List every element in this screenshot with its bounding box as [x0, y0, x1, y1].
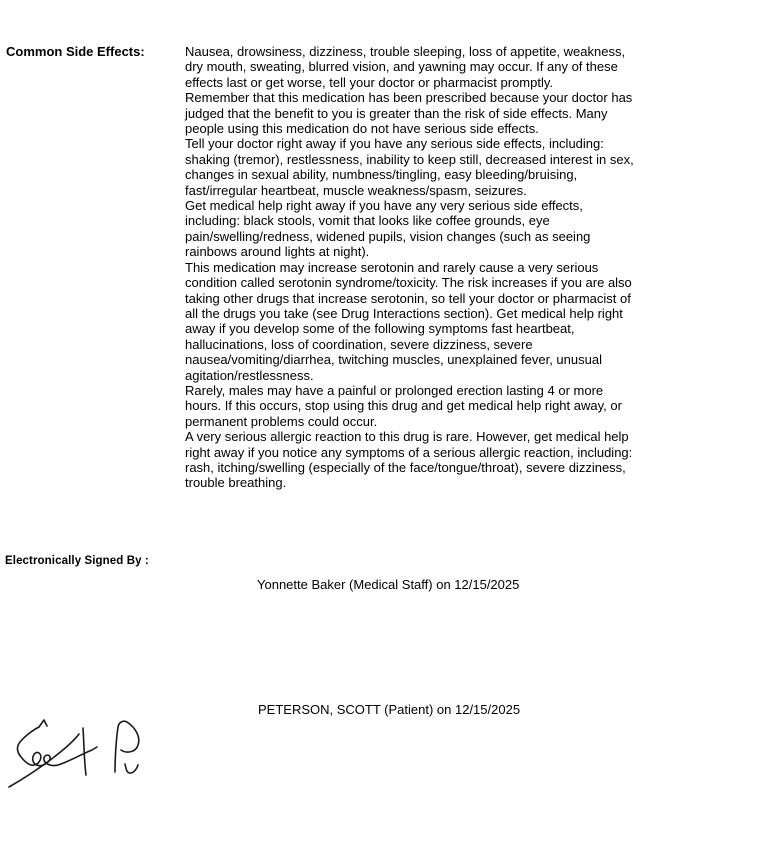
text-line: pain/swelling/redness, widened pupils, vision changes (such as seeing [185, 228, 591, 244]
text-line: right away if you notice any symptoms of a serious allergic reaction, including: [185, 444, 633, 460]
text-line: shaking (tremor), restlessness, inability to keep still, decreased interest in sex, [185, 151, 634, 167]
text-line: permanent problems could occur. [185, 413, 378, 429]
common-side-effects-label: Common Side Effects: [6, 44, 145, 59]
text-line: Rarely, males may have a painful or prolonged erection lasting 4 or more [185, 382, 604, 398]
text-line: all the drugs you take (see Drug Interactions section). Get medical help right [185, 305, 623, 321]
text-line: condition called serotonin syndrome/toxicity. The risk increases if you are also [185, 275, 632, 291]
text-line: Remember that this medication has been prescribed because your doctor has [185, 90, 633, 106]
text-line: trouble breathing. [185, 475, 287, 491]
text-line: rainbows around lights at night). [185, 244, 370, 260]
text-line: hours. If this occurs, stop using this drug and get medical help right away, or [185, 398, 622, 414]
text-line: fast/irregular heartbeat, muscle weakness/spasm, seizures. [185, 182, 527, 198]
text-line: nausea/vomiting/diarrhea, twitching muscles, unexplained fever, unusual [185, 352, 602, 368]
text-line: dry mouth, sweating, blurred vision, and yawning may occur. If any of these [185, 59, 618, 75]
text-line: Get medical help right away if you have any very serious side effects, [185, 198, 583, 214]
text-line: agitation/restlessness. [185, 367, 314, 383]
text-line: including: black stools, vomit that looks like coffee grounds, eye [185, 213, 550, 229]
text-line: away if you develop some of the following symptoms fast heartbeat, [185, 321, 575, 337]
text-line: A very serious allergic reaction to this drug is rare. However, get medical help [185, 429, 629, 445]
side-effects-text-block [185, 44, 685, 491]
patient-handwritten-signature-image [0, 718, 160, 802]
text-line: Nausea, drowsiness, dizziness, trouble sleeping, loss of appetite, weakness, [185, 44, 626, 59]
text-line: hallucinations, loss of coordination, severe dizziness, severe [185, 336, 533, 352]
staff-esignature-line: Yonnette Baker (Medical Staff) on 12/15/2025 [257, 577, 520, 592]
text-line: people using this medication do not have serious side effects. [185, 121, 539, 137]
text-line: rash, itching/swelling (especially of the face/tongue/throat), severe dizziness, [185, 459, 626, 475]
text-line: judged that the benefit to you is greater than the risk of side effects. Many [185, 105, 608, 121]
patient-esignature-line: PETERSON, SCOTT (Patient) on 12/15/2025 [258, 702, 521, 717]
electronically-signed-by-label: Electronically Signed By : [5, 555, 149, 567]
text-line: Tell your doctor right away if you have any serious side effects, including: [185, 136, 604, 152]
text-line: changes in sexual ability, numbness/tingling, easy bleeding/bruising, [185, 167, 578, 183]
text-line: This medication may increase serotonin and rarely cause a very serious [185, 259, 599, 275]
text-line: taking other drugs that increase serotonin, so tell your doctor or pharmacist of [185, 290, 631, 306]
text-line: effects last or get worse, tell your doctor or pharmacist promptly. [185, 74, 553, 90]
